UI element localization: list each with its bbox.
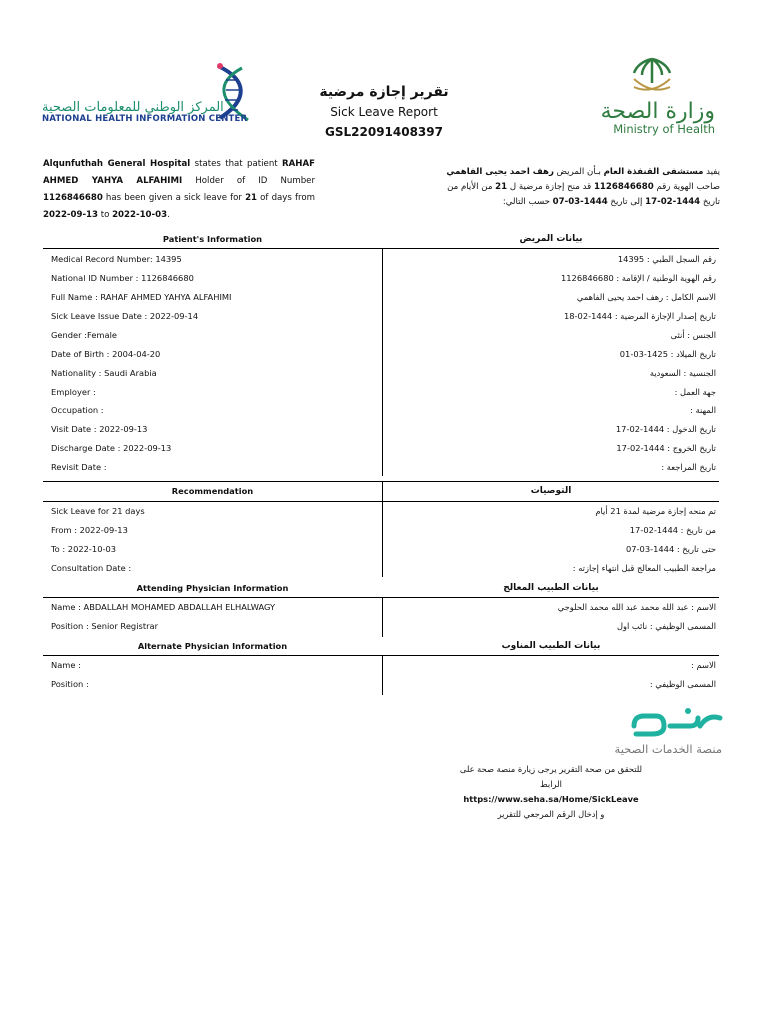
divider	[43, 597, 719, 598]
leave-from-date-ar: من تاريخ : 1444-02-17	[629, 525, 716, 535]
statement-text: of days from	[257, 193, 315, 203]
hospital-name: Alqunfuthah General Hospital	[43, 159, 191, 169]
verification-note	[452, 762, 650, 822]
patient-info-header: Patient's Information	[162, 234, 263, 244]
statement-text: to	[97, 210, 113, 220]
alternate-name-ar: الاسم :	[691, 660, 716, 670]
alternate-physician-header-ar: بيانات الطبيب المناوب	[501, 641, 601, 651]
palm-swords-icon	[628, 55, 676, 97]
sick-leave-days: Sick Leave for 21 days	[51, 506, 145, 516]
statement-text: .	[167, 210, 170, 220]
leave-to-ar: 1444-03-07	[552, 197, 608, 207]
date-of-birth: Date of Birth : 2004-04-20	[51, 349, 161, 359]
visit-date: Visit Date : 2022-09-13	[51, 424, 148, 434]
nhic-logo	[40, 60, 280, 130]
divider	[43, 655, 719, 656]
seha-wordmark-icon	[628, 706, 724, 738]
verify-line-3: و إدخال الرقم المرجعي للتقرير	[497, 809, 605, 819]
verify-url-link[interactable]: https://www.seha.sa/Home/SickLeave	[463, 794, 639, 804]
seha-subtitle: منصة الخدمات الصحية	[614, 742, 722, 756]
divider	[43, 481, 719, 482]
hospital-name-ar: مستشفى القنفذة العام	[603, 167, 704, 177]
column-divider	[382, 248, 383, 476]
statement-text: من الأيام من	[447, 182, 496, 192]
patient-name-ar: رهف احمد يحيى الفاهمي	[446, 167, 554, 177]
nationality-ar: الجنسية : السعودية	[649, 368, 716, 378]
statement-text: بـأن المريض	[553, 167, 604, 177]
issue-date: Sick Leave Issue Date : 2022-09-14	[51, 311, 199, 321]
national-id-ar: رقم الهوية الوطنية / الإقامة : 1126846680	[560, 273, 716, 283]
leave-from-ar: 1444-02-17	[645, 197, 701, 207]
discharge-date-ar: تاريخ الخروج : 1444-02-17	[616, 443, 716, 453]
leave-to: 2022-10-03	[112, 210, 168, 220]
verify-line-1: للتحقق من صحة التقرير يرجى زيارة منصة صحة على	[459, 764, 643, 774]
statement-text: يفيد	[703, 167, 720, 177]
moh-english-name: Ministry of Health	[613, 122, 715, 136]
consultation-date-ar: مراجعة الطبيب المعالج قبل انتهاء إجازته :	[572, 563, 716, 573]
patient-info-header-ar: بيانات المريض	[519, 234, 583, 244]
statement-text: has been given a sick leave for	[102, 193, 246, 203]
date-of-birth-ar: تاريخ الميلاد : 1425-03-01	[619, 349, 716, 359]
statement-text: صاحب الهوية رقم	[653, 182, 720, 192]
nhic-arabic-name: المركز الوطني للمعلومات الصحية	[42, 100, 224, 115]
column-divider	[382, 597, 383, 637]
statement-text: states that patient	[190, 159, 283, 169]
gender: Gender :Female	[51, 330, 118, 340]
recommendation-header: Recommendation	[171, 486, 254, 496]
report-code: GSL22091408397	[325, 125, 443, 139]
gender-ar: الجنس : أنثى	[670, 330, 716, 340]
medical-record-number-ar: رقم السجل الطبي : 14395	[617, 254, 716, 264]
seha-logo	[614, 706, 724, 762]
leave-days: 21	[245, 193, 258, 203]
employer-ar: جهة العمل :	[674, 387, 716, 397]
statement-ar-line-3	[438, 195, 720, 210]
visit-date-ar: تاريخ الدخول : 1444-02-17	[615, 424, 716, 434]
moh-logo	[600, 55, 725, 140]
statement-ar-line-1	[438, 165, 720, 180]
alternate-name: Name :	[51, 660, 81, 670]
consultation-date: Consultation Date :	[51, 563, 132, 573]
occupation: Occupation :	[51, 405, 104, 415]
divider	[43, 248, 719, 249]
patient-id-ar: 1126846680	[593, 182, 654, 192]
statement-text: قد منح إجازة مرضية ل	[507, 182, 594, 192]
alternate-position: Position :	[51, 679, 89, 689]
statement-text: تاريخ	[700, 197, 720, 207]
attending-position: Position : Senior Registrar	[51, 621, 158, 631]
alternate-position-ar: المسمى الوظيفي :	[649, 679, 716, 689]
nationality: Nationality : Saudi Arabia	[51, 368, 157, 378]
employer: Employer :	[51, 387, 96, 397]
leave-from-date: From : 2022-09-13	[51, 525, 128, 535]
recommendation-header-ar: التوصيات	[530, 486, 572, 496]
leave-days-ar: 21	[495, 182, 508, 192]
statement-text: إلى تاريخ	[607, 197, 646, 207]
revisit-date: Revisit Date :	[51, 462, 107, 472]
moh-arabic-name: وزارة الصحة	[600, 99, 715, 124]
statement-text: حسب التالي:	[502, 197, 553, 207]
attending-physician-header: Attending Physician Information	[136, 583, 289, 593]
statement-english	[43, 156, 315, 224]
revisit-date-ar: تاريخ المراجعة :	[661, 462, 716, 472]
national-id: National ID Number : 1126846680	[51, 273, 194, 283]
patient-id: 1126846680	[43, 193, 103, 203]
report-title-arabic: تقرير إجازة مرضية	[319, 84, 449, 100]
divider	[43, 501, 719, 502]
nhic-english-name: NATIONAL HEALTH INFORMATION CENTER	[42, 114, 248, 124]
statement-arabic	[438, 165, 720, 210]
statement-text: Holder of ID Number	[182, 176, 315, 186]
full-name-ar: الاسم الكامل : رهف احمد يحيى الفاهمي	[576, 292, 716, 302]
report-title-english: Sick Leave Report	[330, 105, 438, 119]
attending-name: Name : ABDALLAH MOHAMED ABDALLAH ELHALWAGY	[51, 602, 276, 612]
leave-from: 2022-09-13	[43, 210, 98, 220]
leave-to-date: To : 2022-10-03	[51, 544, 117, 554]
attending-physician-header-ar: بيانات الطبيب المعالج	[503, 583, 599, 593]
attending-position-ar: المسمى الوظيفي : نائب اول	[616, 621, 716, 631]
discharge-date: Discharge Date : 2022-09-13	[51, 443, 172, 453]
issue-date-ar: تاريخ إصدار الإجازة المرضية : 1444-02-18	[563, 311, 716, 321]
column-divider	[382, 655, 383, 695]
attending-name-ar: الاسم : عبد الله محمد عبد الله محمد الحلوجي	[557, 602, 716, 612]
occupation-ar: المهنة :	[690, 405, 716, 415]
statement-ar-line-2	[438, 180, 720, 195]
patient-name: RAHAF AHMED YAHYA ALFAHIMI	[43, 159, 315, 186]
alternate-physician-header: Alternate Physician Information	[137, 641, 288, 651]
column-divider	[382, 501, 383, 577]
full-name: Full Name : RAHAF AHMED YAHYA ALFAHIMI	[51, 292, 232, 302]
verify-line-2: الرابط	[540, 779, 562, 789]
sick-leave-days-ar: تم منحه إجازة مرضية لمدة 21 أيام	[595, 506, 716, 516]
leave-to-date-ar: حتى تاريخ : 1444-03-07	[625, 544, 716, 554]
medical-record-number: Medical Record Number: 14395	[51, 254, 182, 264]
